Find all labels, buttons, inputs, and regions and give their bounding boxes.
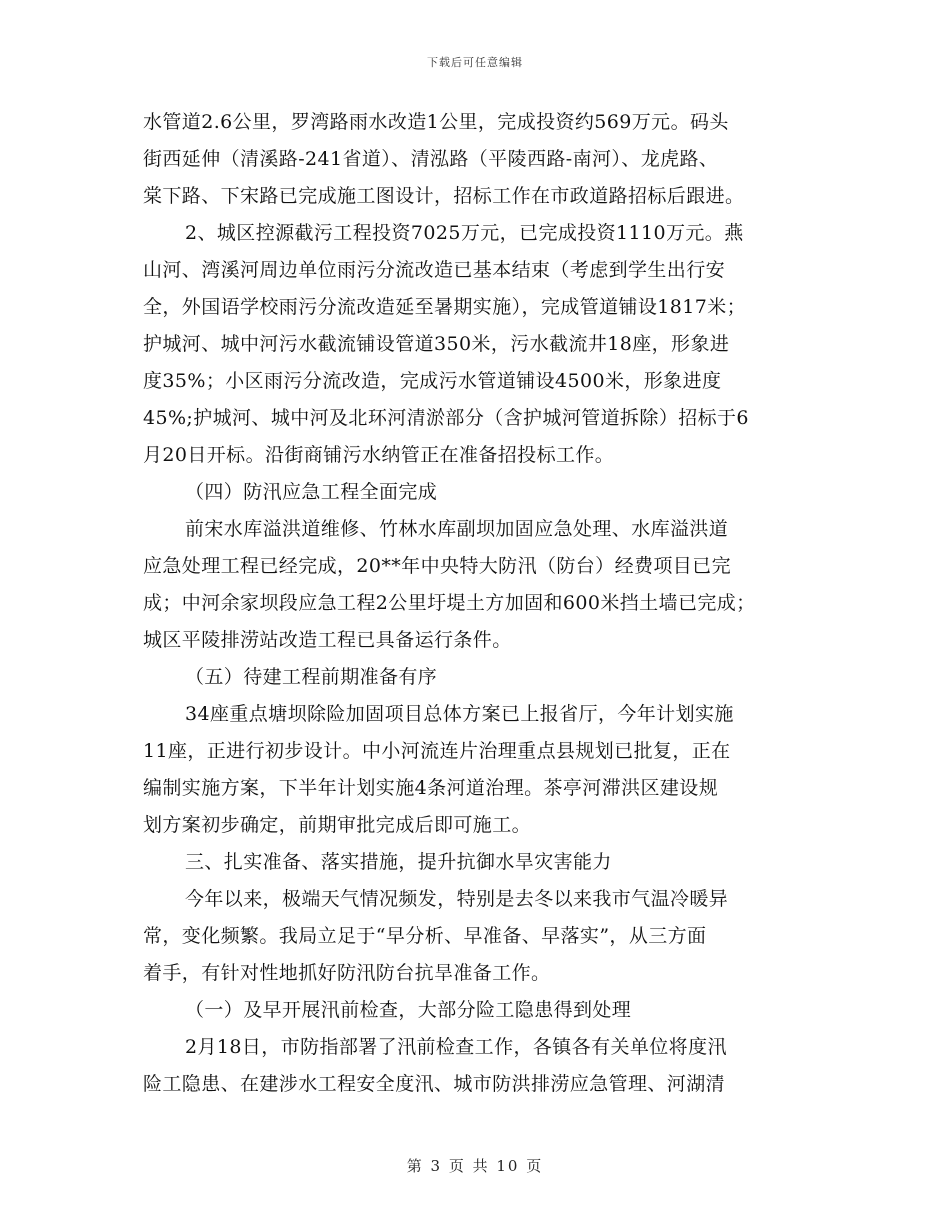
text-line: 着手，有针对性地抓好防汛防台抗旱准备工作。 xyxy=(143,962,551,984)
text-line: 棠下路、下宋路已完成施工图设计，招标工作在市政道路招标后跟进。 xyxy=(143,185,745,207)
text-line: 月20日开标。沿街商铺污水纳管正在准备招投标工作。 xyxy=(143,444,615,466)
text-line: 水管道2.6公里，罗湾路雨水改造1公里，完成投资约569万元。码头 xyxy=(143,111,729,133)
text-line: 45%;护城河、城中河及北环河清淤部分（含护城河管道拆除）招标于6 xyxy=(143,407,749,429)
paragraph-start: 2月18日，市防指部署了汛前检查工作，各镇各有关单位将度汛 xyxy=(185,1036,727,1058)
text-line: 街西延伸（清溪路-241省道）、清泓路（平陵西路-南河）、龙虎路、 xyxy=(143,148,719,170)
paragraph-start: 今年以来，极端天气情况频发，特别是去冬以来我市气温冷暖异 xyxy=(185,888,729,910)
text-line: 编制实施方案，下半年计划实施4条河道治理。茶亭河滞洪区建设规 xyxy=(143,777,719,799)
paragraph-start: 34座重点塘坝除险加固项目总体方案已上报省厅，今年计划实施 xyxy=(185,703,734,725)
text-line: 11座，正进行初步设计。中小河流连片治理重点县规划已批复，正在 xyxy=(143,740,731,762)
text-line: 度35%；小区雨污分流改造，完成污水管道铺设4500米，形象进度 xyxy=(143,370,722,392)
section-heading: 三、扎实准备、落实措施，提升抗御水旱灾害能力 xyxy=(185,851,612,873)
text-line: 应急处理工程已经完成，20**年中央特大防汛（防台）经费项目已完 xyxy=(143,555,731,577)
paragraph-start: 2、城区控源截污工程投资7025万元，已完成投资1110万元。燕 xyxy=(185,222,744,244)
section-heading: （五）待建工程前期准备有序 xyxy=(185,666,438,688)
text-line: 全，外国语学校雨污分流改造延至暑期实施），完成管道铺设1817米； xyxy=(143,296,747,318)
text-line: 常，变化频繁。我局立足于“早分析、早准备、早落实”，从三方面 xyxy=(143,925,707,947)
text-line: 护城河、城中河污水截流铺设管道350米，污水截流井18座，形象进 xyxy=(143,333,730,355)
page-header: 下载后可任意编辑 xyxy=(427,56,523,69)
text-line: 城区平陵排涝站改造工程已具备运行条件。 xyxy=(143,629,512,651)
page-footer: 第 3 页 共 10 页 xyxy=(406,1157,544,1175)
text-line: 划方案初步确定，前期审批完成后即可施工。 xyxy=(143,814,532,836)
section-heading: （一）及早开展汛前检查，大部分险工隐患得到处理 xyxy=(185,999,632,1021)
paragraph-start: 前宋水库溢洪道维修、竹林水库副坝加固应急处理、水库溢洪道 xyxy=(185,518,729,540)
document-body xyxy=(143,104,823,1103)
text-line: 山河、湾溪河周边单位雨污分流改造已基本结束（考虑到学生出行安 xyxy=(143,259,726,281)
text-line: 成；中河余家坝段应急工程2公里圩堤土方加固和600米挡土墙已完成； xyxy=(143,592,756,614)
section-heading: （四）防汛应急工程全面完成 xyxy=(185,481,438,503)
text-line: 险工隐患、在建涉水工程安全度汛、城市防洪排涝应急管理、河湖清 xyxy=(143,1073,726,1095)
